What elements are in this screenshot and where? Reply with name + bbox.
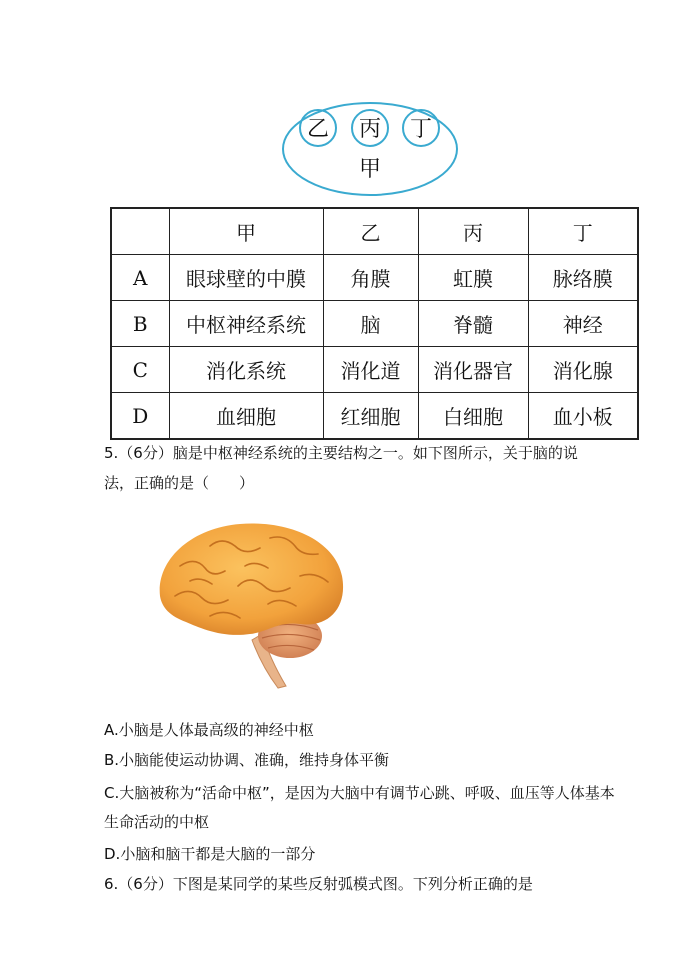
table-row [111,255,638,301]
table-cell: 消化系统 [169,347,323,393]
question-6-stem: 6.（6分）下图是某同学的某些反射弧模式图。下列分析正确的是 [104,875,533,893]
table-row [111,347,638,393]
option-b: B.小脑能使运动协调、准确，维持身体平衡 [104,751,390,769]
brain-illustration [150,516,350,691]
table-cell: 血细胞 [169,393,323,440]
table-cell: 脉络膜 [528,255,638,301]
table-header-row [111,208,638,255]
classification-table [110,207,639,440]
inner-label-1: 乙 [306,117,330,142]
table-cell: 虹膜 [418,255,528,301]
table-cell: 白细胞 [418,393,528,440]
table-cell: 角膜 [323,255,418,301]
option-d: D.小脑和脑干都是大脑的一部分 [104,845,316,863]
table-cell: 消化器官 [418,347,528,393]
table-cell: 眼球壁的中膜 [169,255,323,301]
table-cell: 血小板 [528,393,638,440]
table-cell: 脑 [323,301,418,347]
table-cell: C [111,347,169,393]
table-row [111,393,638,440]
question-5-stem-line-2: 法，正确的是（ ） [104,474,255,492]
outer-label: 甲 [358,157,382,182]
table-row [111,301,638,347]
question-5-stem-line-1: 5.（6分）脑是中枢神经系统的主要结构之一。如下图所示，关于脑的说 [104,444,578,462]
table-cell: 脊髓 [418,301,528,347]
table-cell: 中枢神经系统 [169,301,323,347]
table-header-cell: 丁 [528,208,638,255]
option-a: A.小脑是人体最高级的神经中枢 [104,721,314,739]
option-c: C.大脑被称为“活命中枢”，是因为大脑中有调节心跳、呼吸、血压等人体基本生命活动的中枢 [104,784,615,831]
table-cell: A [111,255,169,301]
table-cell: B [111,301,169,347]
inclusion-diagram [0,0,688,200]
table-header-cell: 丙 [418,208,528,255]
table-cell: 消化腺 [528,347,638,393]
table-header-cell [111,208,169,255]
table-cell: D [111,393,169,440]
table-header-cell: 乙 [323,208,418,255]
inner-label-3: 丁 [409,117,433,142]
table-cell: 神经 [528,301,638,347]
table-cell: 红细胞 [323,393,418,440]
table-header-cell: 甲 [169,208,323,255]
inner-label-2: 丙 [358,117,382,142]
table-cell: 消化道 [323,347,418,393]
